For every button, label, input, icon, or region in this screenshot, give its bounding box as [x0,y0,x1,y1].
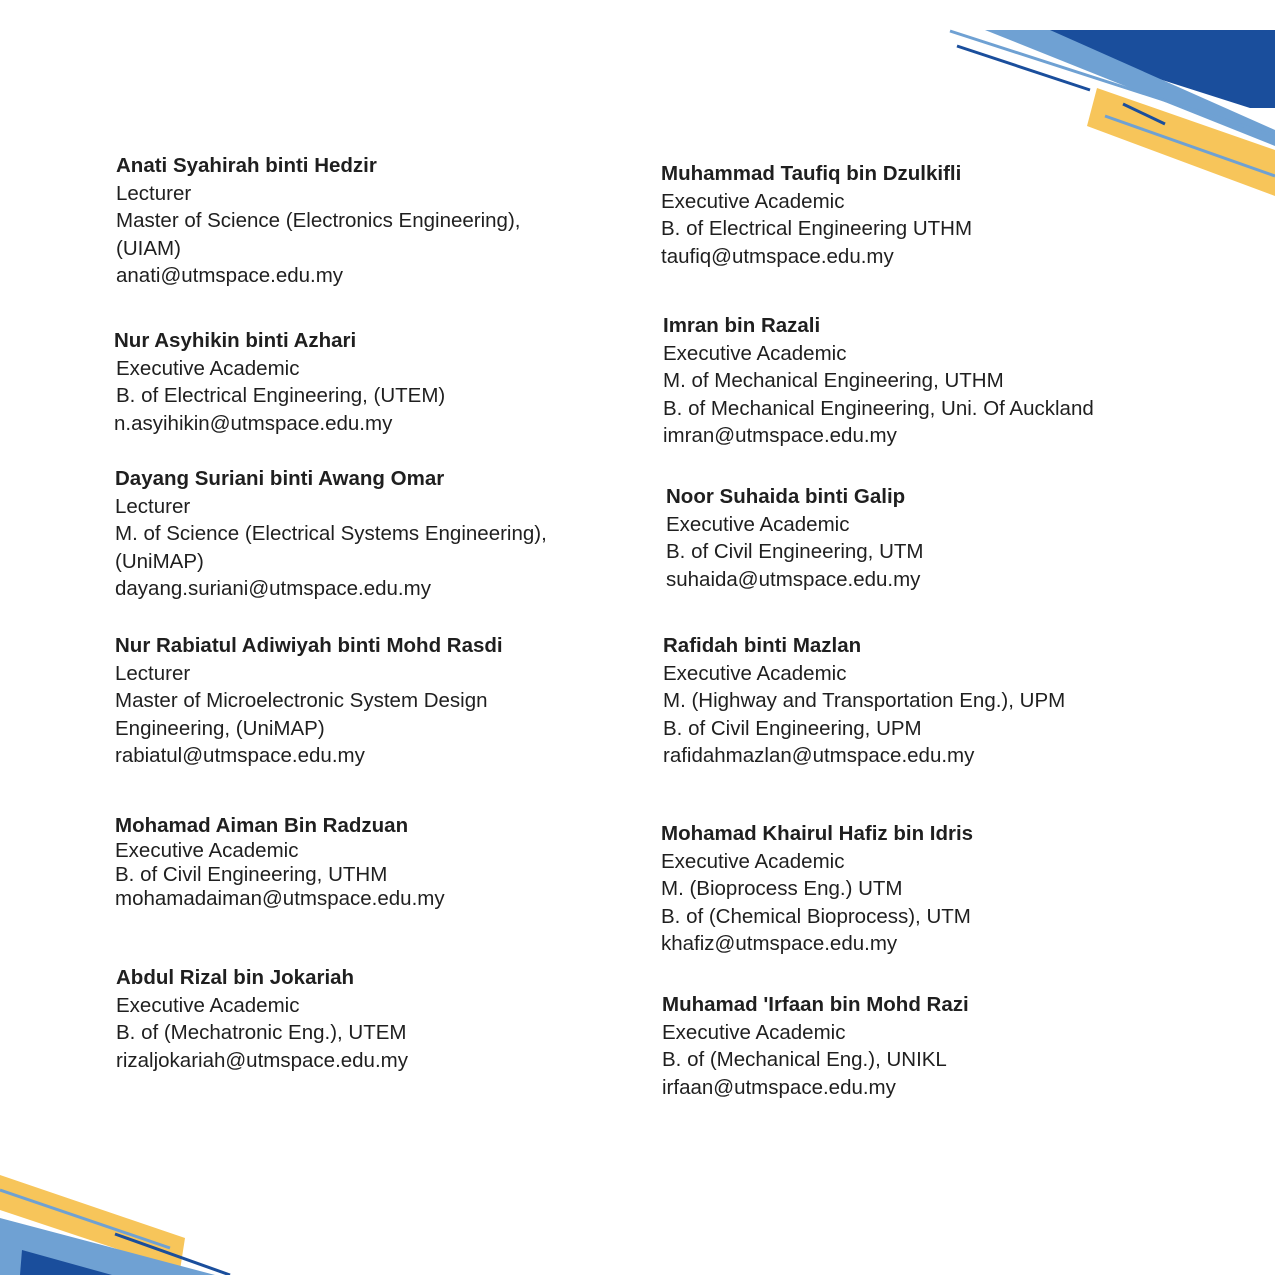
staff-email: imran@utmspace.edu.my [663,424,897,447]
staff-qualification: Master of Microelectronic System Design [115,689,488,712]
staff-entry [115,632,503,770]
staff-entry [116,964,408,1074]
staff-position: Executive Academic [115,839,299,862]
staff-position: Lecturer [116,181,192,205]
staff-entry [663,632,1065,770]
staff-qualification: B. of (Chemical Bioprocess), UTM [661,904,971,928]
staff-position: Executive Academic [661,189,845,213]
staff-entry [114,327,445,437]
staff-email: dayang.suriani@utmspace.edu.my [115,577,431,600]
staff-entry [663,312,1094,450]
staff-qualification: Engineering, (UniMAP) [115,716,325,740]
staff-email: irfaan@utmspace.edu.my [662,1075,896,1099]
staff-qualification: M. (Bioprocess Eng.) UTM [661,877,903,900]
staff-qualification: B. of Civil Engineering, UPM [663,716,922,740]
staff-qualification: B. of Mechanical Engineering, Uni. Of Auckland [663,396,1094,420]
staff-name: Dayang Suriani binti Awang Omar [115,467,445,490]
staff-name: Nur Rabiatul Adiwiyah binti Mohd Rasdi [115,634,503,657]
staff-name: Anati Syahirah binti Hedzir [116,154,377,177]
staff-name: Imran bin Razali [663,314,821,337]
staff-email: rabiatul@utmspace.edu.my [115,744,365,767]
staff-email: khafiz@utmspace.edu.my [661,932,898,955]
staff-entry [661,160,972,270]
corner-stripes-decoration-bottom [0,1170,235,1275]
staff-position: Executive Academic [116,356,300,380]
staff-qualification: M. of Science (Electrical Systems Engineering), [115,522,547,545]
staff-name: Mohamad Khairul Hafiz bin Idris [661,822,974,845]
staff-qualification: B. of (Mechanical Eng.), UNIKL [662,1048,947,1071]
staff-name: Abdul Rizal bin Jokariah [116,966,355,989]
staff-entry [666,483,923,593]
staff-qualification: B. of (Mechatronic Eng.), UTEM [116,1021,407,1044]
staff-position: Executive Academic [666,512,850,536]
staff-qualification: B. of Electrical Engineering, (UTEM) [116,384,446,407]
staff-position: Executive Academic [663,661,847,685]
staff-email: n.asyihikin@utmspace.edu.my [114,411,393,435]
staff-qualification: B. of Civil Engineering, UTHM [115,863,388,886]
staff-qualification: (UniMAP) [115,549,204,573]
staff-position: Executive Academic [661,849,845,873]
staff-position: Executive Academic [663,341,847,365]
staff-qualification: B. of Electrical Engineering UTHM [661,217,973,240]
staff-entry [662,991,969,1101]
staff-name: Mohamad Aiman Bin Radzuan [115,814,409,837]
staff-qualification: (UIAM) [116,236,181,260]
staff-qualification: M. of Mechanical Engineering, UTHM [663,369,1004,392]
staff-qualification: Master of Science (Electronics Engineering), [116,209,521,232]
staff-entry [116,152,521,290]
staff-email: mohamadaiman@utmspace.edu.my [115,887,445,910]
staff-entry [115,465,547,603]
staff-name: Nur Asyhikin binti Azhari [114,329,357,352]
staff-email: suhaida@utmspace.edu.my [666,567,921,591]
staff-email: rafidahmazlan@utmspace.edu.my [663,744,975,767]
staff-email: taufiq@utmspace.edu.my [661,244,894,268]
staff-entry [115,813,445,911]
staff-entry [661,820,973,958]
staff-email: rizaljokariah@utmspace.edu.my [116,1048,408,1072]
staff-name: Muhammad Taufiq bin Dzulkifli [661,162,962,185]
staff-name: Rafidah binti Mazlan [663,634,862,657]
staff-position: Lecturer [115,661,191,685]
corner-stripes-decoration [945,28,1275,198]
staff-position: Lecturer [115,494,191,518]
staff-name: Muhamad 'Irfaan bin Mohd Razi [662,993,969,1016]
staff-email: anati@utmspace.edu.my [116,264,344,287]
staff-position: Executive Academic [116,993,300,1017]
staff-position: Executive Academic [662,1020,846,1044]
staff-qualification: B. of Civil Engineering, UTM [666,540,924,563]
staff-qualification: M. (Highway and Transportation Eng.), UPM [663,689,1066,712]
staff-name: Noor Suhaida binti Galip [666,485,906,508]
